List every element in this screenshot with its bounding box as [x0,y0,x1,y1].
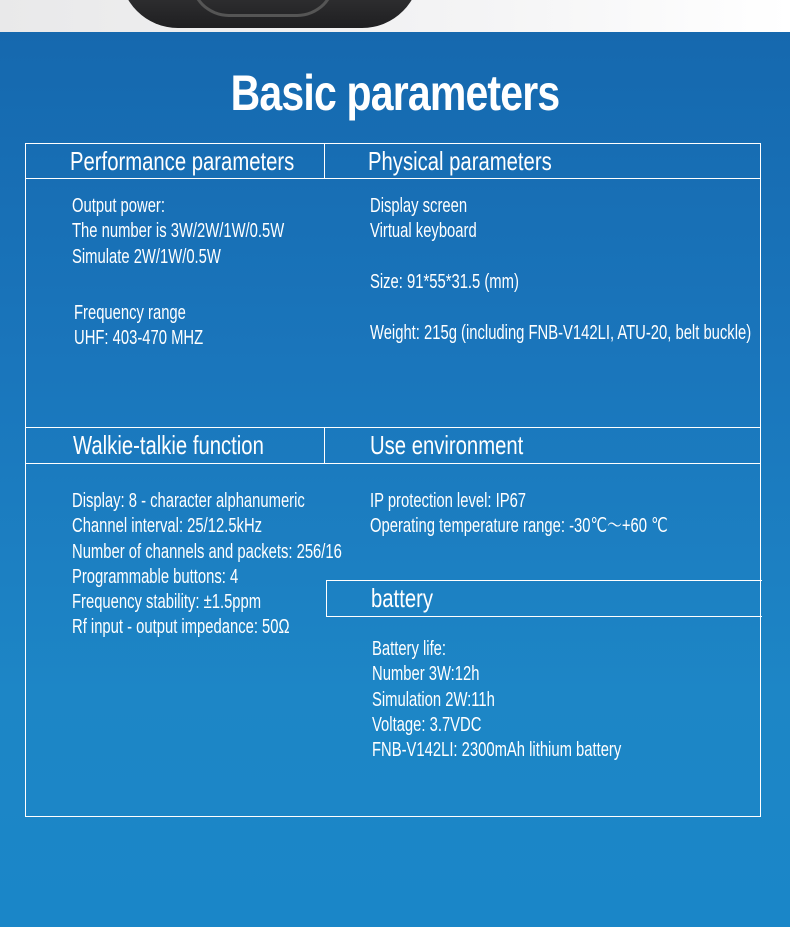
programmable-buttons-item: Programmable buttons: 4 [72,565,239,588]
environment-list [370,489,668,540]
channels-packets-item: Number of channels and packets: 256/16 [72,540,342,563]
virtual-keyboard-text: Virtual keyboard [370,220,477,243]
display-characters-item: Display: 8 - character alphanumeric [72,490,305,512]
battery-list [372,637,621,763]
product-photo-strip [0,0,790,32]
divider-header-1 [25,178,761,179]
battery-life-label: Battery life: [372,638,447,660]
battery-voltage: Voltage: 3.7VDC [372,713,482,736]
weight-text: Weight: 215g (including FNB-V142LI, ATU-20, belt buckle) [370,322,752,344]
battery-digital-life: Number 3W:12h [372,663,480,686]
frequency-range-label: Frequency range [74,302,186,324]
frequency-range-block [74,301,203,352]
display-screen-text: Display screen [370,195,468,217]
ip-protection-item: IP protection level: IP67 [370,490,527,512]
divider-col-2 [324,427,325,464]
walkie-talkie-function-header: Walkie-talkie function [73,430,264,460]
physical-parameters-header: Physical parameters [368,146,552,176]
divider-battery-bottom [326,616,762,617]
output-power-digital: The number is 3W/2W/1W/0.5W [72,220,285,243]
divider-col-1 [324,143,325,179]
output-power-analog: Simulate 2W/1W/0.5W [72,245,221,268]
display-block [370,194,477,245]
channel-interval-item: Channel interval: 25/12.5kHz [72,515,263,538]
size-text: Size: 91*55*31.5 (mm) [370,271,519,293]
battery-analog-life: Simulation 2W:11h [372,688,495,711]
output-power-label: Output power: [72,195,165,217]
performance-parameters-header: Performance parameters [70,146,295,176]
output-power-block [72,194,284,270]
battery-header: battery [371,583,434,613]
device-image-edge [120,0,420,28]
divider-header-2 [25,463,761,464]
use-environment-header: Use environment [370,430,524,460]
operating-temperature-item: Operating temperature range: -30℃～+60 ℃ [370,515,668,538]
battery-capacity: FNB-V142LI: 2300mAh lithium battery [372,739,622,762]
page-title: Basic parameters [230,65,560,121]
frequency-range-value: UHF: 403-470 MHZ [74,327,204,350]
walkie-talkie-list [72,489,342,641]
frequency-stability-item: Frequency stability: ±1.5ppm [72,591,262,614]
rf-impedance-item: Rf input - output impedance: 50Ω [72,616,290,639]
